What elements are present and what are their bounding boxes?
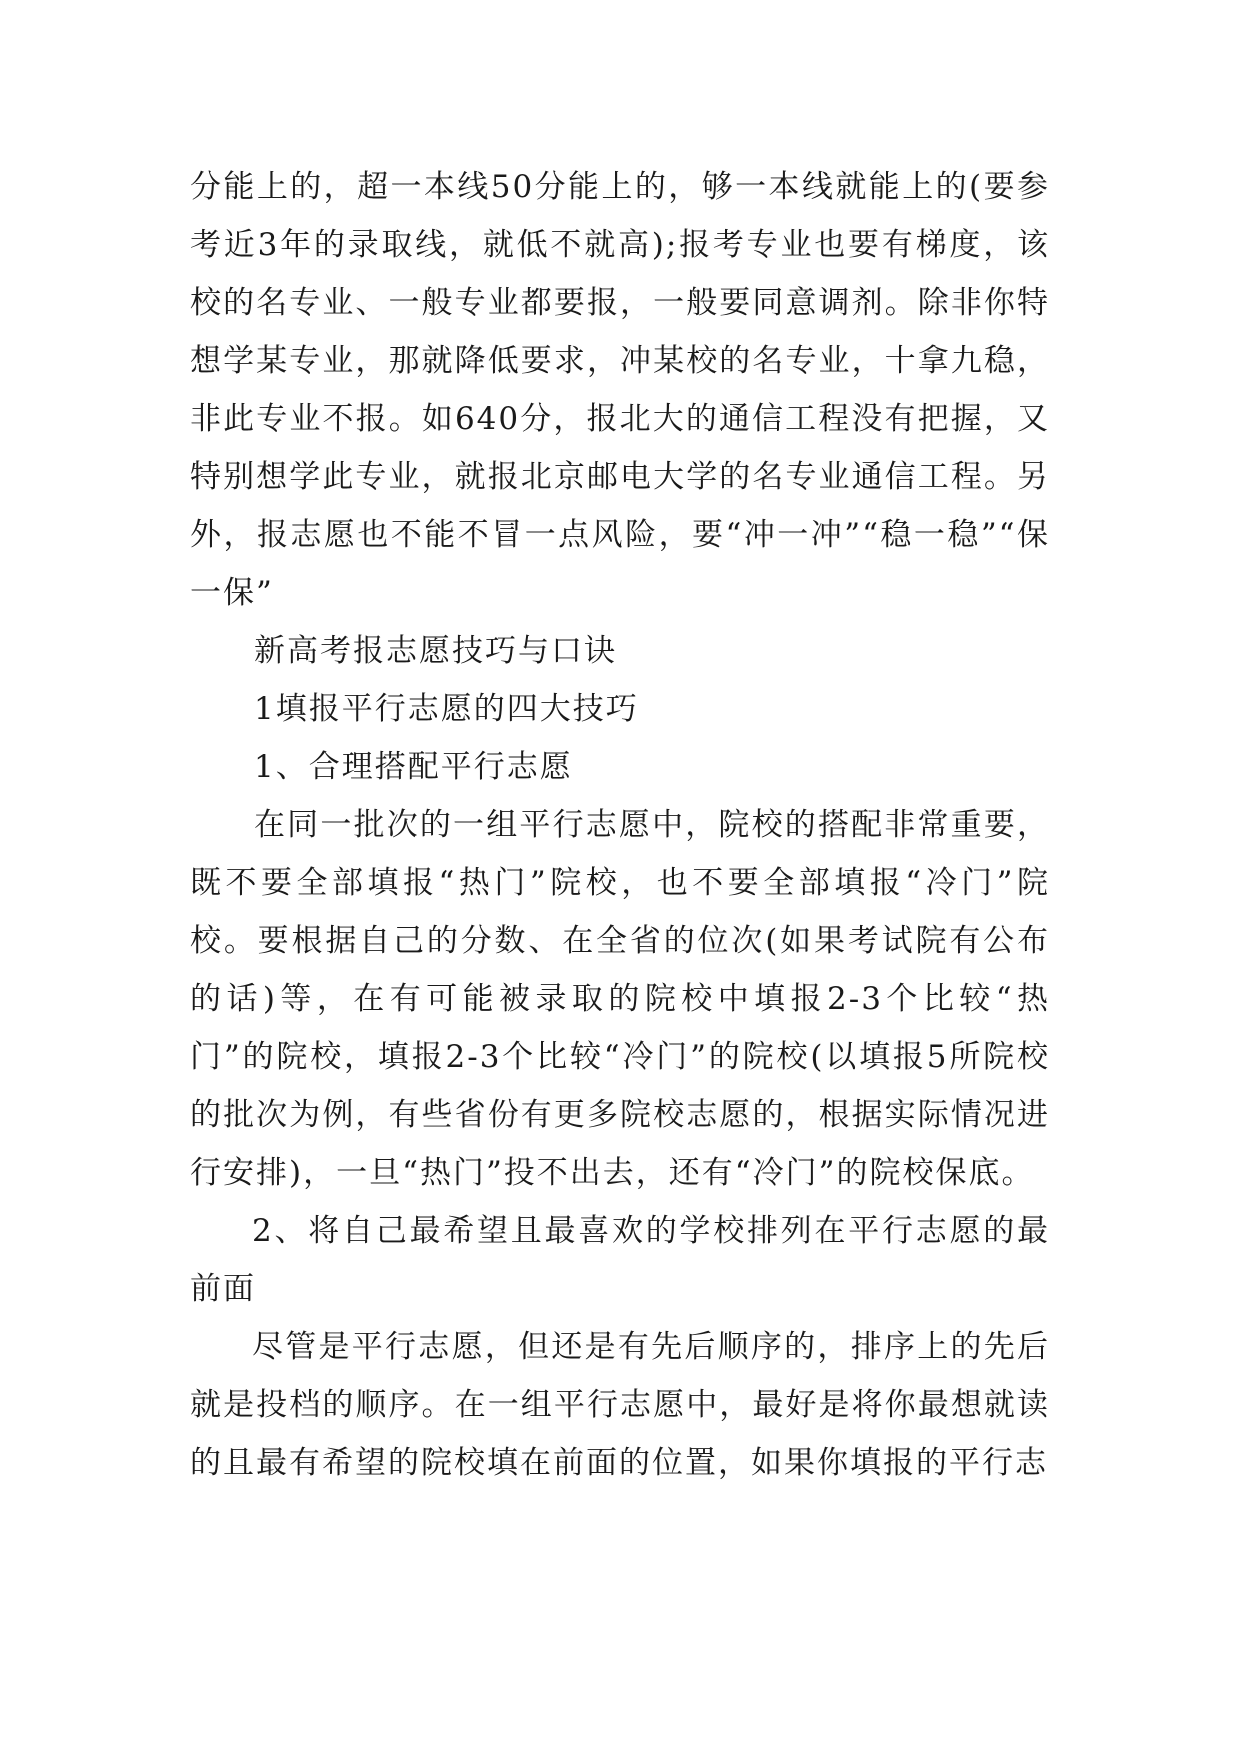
- paragraph-tip-2: 尽管是平行志愿，但还是有先后顺序的，排序上的先后就是投档的顺序。在一组平行志愿中，最好是将你最想就读的且最有希望的院校填在前面的位置，如果你填报的平行志: [190, 1329, 1050, 1481]
- tip-heading-2: 2、将自己最希望且最喜欢的学校排列在平行志愿的最前面: [190, 1213, 1050, 1307]
- paragraph-tip-1: 在同一批次的一组平行志愿中，院校的搭配非常重要，既不要全部填报“热门”院校，也不要全部填报“冷门”院校。要根据自己的分数、在全省的位次(如果考试院有公布的话)等，在有可能被录取的院校中填报2-3个比较“热门”的院校，填报2-3个比较“冷门”的院校(以填报5所院校的批次为例，有些省份有更多院校志愿的，根据实际情况进行安排)，一旦“热门”投不出去，还有“冷门”的院校保底。: [190, 807, 1050, 1191]
- section-heading: 新高考报志愿技巧与口诀: [254, 633, 617, 669]
- subsection-heading: 1填报平行志愿的四大技巧: [254, 691, 639, 727]
- document-body: [190, 158, 1050, 1492]
- paragraph-admission-strategy: 分能上的，超一本线50分能上的，够一本线就能上的(要参考近3年的录取线，就低不就高);报考专业也要有梯度，该校的名专业、一般专业都要报，一般要同意调剂。除非你特想学某专业，那就降低要求，冲某校的名专业，十拿九稳，非此专业不报。如640分，报北大的通信工程没有把握，又特别想学此专业，就报北京邮电大学的名专业通信工程。另外，报志愿也不能不冒一点风险，要“冲一冲”“稳一稳”“保一保”: [190, 169, 1050, 611]
- tip-heading-1: 1、合理搭配平行志愿: [254, 749, 573, 785]
